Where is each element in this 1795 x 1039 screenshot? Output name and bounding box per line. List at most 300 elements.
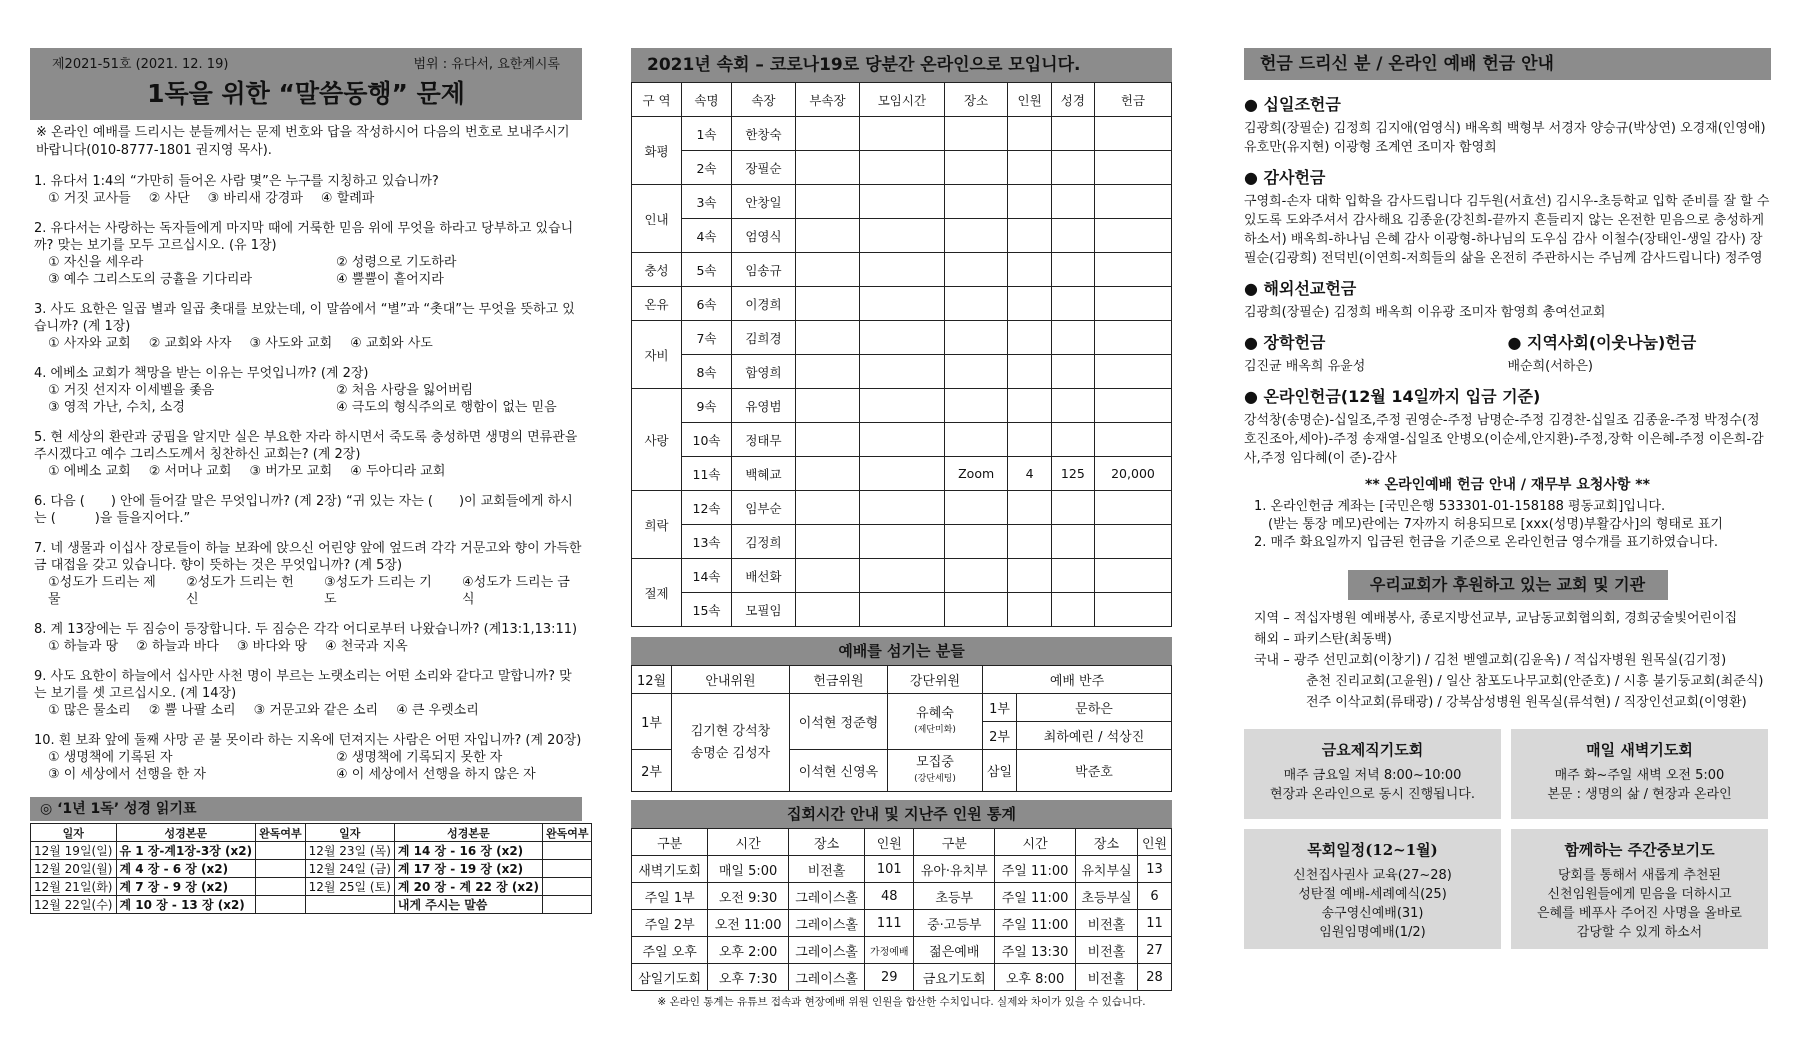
option: ③ 이 세상에서 선행을 한 자 (48, 767, 206, 782)
district-name: 희락 (632, 491, 682, 559)
option: ② 뿔 나팔 소리 (148, 703, 236, 718)
offering: 20,000 (1094, 457, 1171, 491)
group-header: 속명 (682, 83, 732, 117)
stat-cell: 오후 2:00 (708, 937, 789, 964)
group-leader: 배선화 (731, 559, 795, 593)
offering (1094, 593, 1171, 627)
serve-table (631, 665, 1172, 792)
group-number: 8속 (682, 355, 732, 389)
option: ②성도가 드리는 헌신 (186, 575, 294, 607)
group-leader: 임송규 (731, 253, 795, 287)
part-1: 1부 (632, 694, 672, 750)
info-boxes (1244, 729, 1771, 949)
option: ② 사단 (148, 191, 190, 206)
box4-line2: 신천임원들에게 믿음을 더하시고 (1547, 887, 1732, 902)
reading-cell (542, 842, 592, 860)
option: ① 많은 물소리 (48, 703, 131, 718)
meeting-time (859, 287, 944, 321)
stat-header: 구분 (914, 829, 995, 856)
bank-heading: ** 온라인예배 헌금 안내 / 재무부 요청사항 ** (1365, 477, 1650, 493)
bible (1051, 219, 1094, 253)
district-name: 절제 (632, 559, 682, 627)
h-preach: 강단위원 (888, 666, 983, 694)
group-header: 인원 (1008, 83, 1051, 117)
meeting-place (944, 423, 1008, 457)
option: ② 생명책에 기록되지 못한 자 (336, 750, 503, 765)
stat-row (632, 910, 1172, 937)
sub-leader (795, 559, 859, 593)
reading-cell: 계 10 장 - 13 장 (x2) (116, 896, 256, 914)
stat-cell: 삼일기도회 (632, 964, 708, 991)
stat-cell: 중·고등부 (914, 910, 995, 937)
stat-cell: 29 (865, 964, 914, 991)
meeting-time (859, 355, 944, 389)
range-label: 범위 : 유다서, 요한계시록 (413, 57, 560, 72)
group-number: 2속 (682, 151, 732, 185)
question-text: 8. 계 13장에는 두 짐승이 등장합니다. 두 짐승은 각각 어디로부터 나왔습니까? (계13:1,13:11) (34, 622, 578, 637)
preach-2-sub: (강단세팅) (914, 773, 956, 784)
offering-column (1244, 48, 1771, 949)
serve-month: 12월 (632, 666, 672, 694)
sub-leader (795, 389, 859, 423)
question (30, 365, 582, 416)
meeting-place (944, 593, 1008, 627)
stat-cell: 오후 8:00 (995, 964, 1076, 991)
reading-cell (542, 860, 592, 878)
group-number: 4속 (682, 219, 732, 253)
support-list (1244, 608, 1771, 713)
meeting-place (944, 559, 1008, 593)
group-leader: 함영희 (731, 355, 795, 389)
part-2: 2부 (632, 750, 672, 792)
people: 4 (1008, 457, 1051, 491)
support-item: 지역 – 적십자병원 예배봉사, 종로지방선교부, 교남동교회협의회, 경희궁술빛어린이집 (1254, 611, 1738, 626)
box2-line1: 매주 화~주일 새벽 오전 5:00 (1554, 768, 1725, 783)
option: ① 거짓 선지자 이세벨을 좇음 (48, 383, 215, 398)
stat-cell: 가정예배 (865, 937, 914, 964)
sub-leader (795, 117, 859, 151)
stat-cell: 주일 2부 (632, 910, 708, 937)
group-row (632, 389, 1172, 423)
preach-2-name: 모집중 (916, 754, 954, 770)
box3-line4: 임원임명예배(1/2) (1319, 925, 1426, 940)
stat-cell: 28 (1138, 964, 1172, 991)
question-text: 4. 에베소 교회가 책망을 받는 이유는 무엇입니까? (계 2장) (34, 366, 369, 381)
district-name: 자비 (632, 321, 682, 389)
stat-cell: 주일 11:00 (995, 883, 1076, 910)
reading-header: 일자 (31, 824, 117, 842)
bank-line-1: 1. 온라인헌금 계좌는 [국민은행 533301-01-158188 평동교회]입니다. (1254, 499, 1666, 514)
reading-cell: 계 17 장 - 19 장 (x2) (394, 860, 542, 878)
meeting-place (944, 355, 1008, 389)
offering (1094, 321, 1171, 355)
question-options (30, 463, 582, 480)
reading-cell (542, 896, 592, 914)
reading-cell: 12월 19일(일) (31, 842, 117, 860)
stat-cell: 오전 9:30 (708, 883, 789, 910)
stat-header: 시간 (708, 829, 789, 856)
reading-cell: 내게 주시는 말씀 (394, 896, 542, 914)
bible (1051, 355, 1094, 389)
option: ① 거짓 교사들 (48, 191, 131, 206)
stat-cell: 초등부실 (1075, 883, 1137, 910)
bible (1051, 185, 1094, 219)
group-number: 14속 (682, 559, 732, 593)
question-options (30, 382, 582, 416)
stat-note: ※ 온라인 통계는 유튜브 접속과 현장예배 위원 인원을 합산한 수치입니다. 실제와 차이가 있을 수 있습니다. (657, 996, 1146, 1008)
stat-cell: 비전홀 (1075, 964, 1137, 991)
group-header: 모임시간 (859, 83, 944, 117)
option: ③ 바다와 땅 (236, 639, 308, 654)
question (30, 301, 582, 352)
thanks-heading: ● 감사헌금 (1244, 168, 1326, 187)
bible (1051, 525, 1094, 559)
question-text: 1. 유다서 1:4의 “가만히 들어온 사람 몇”은 누구를 지칭하고 있습니까? (34, 174, 439, 189)
option: ④ 큰 우렛소리 (396, 703, 479, 718)
option: ① 자신을 세우라 (48, 255, 144, 270)
option: ④ 이 세상에서 선행을 하지 않은 자 (336, 767, 536, 782)
offering-title: 헌금 드리신 분 / 온라인 예배 헌금 안내 (1244, 48, 1771, 80)
group-leader: 한창숙 (731, 117, 795, 151)
group-leader: 유영범 (731, 389, 795, 423)
group-header: 성경 (1051, 83, 1094, 117)
reading-header: 성경본문 (394, 824, 542, 842)
sub-leader (795, 253, 859, 287)
group-title: 2021년 속회 – 코로나19로 당분간 온라인으로 모입니다. (631, 48, 1172, 82)
meeting-place (944, 491, 1008, 525)
option: ③ 영적 가난, 수치, 소경 (48, 400, 185, 415)
question-options (30, 638, 582, 655)
reading-header: 일자 (305, 824, 394, 842)
meeting-place (944, 185, 1008, 219)
sub-leader (795, 457, 859, 491)
scholar-names: 김진균 배옥희 유윤성 (1244, 359, 1366, 374)
box3-line1: 신천집사권사 교육(27~28) (1293, 868, 1452, 883)
question-text: 6. 다음 ( ) 안에 들어갈 말은 무엇입니까? (계 2장) “귀 있는 자는 ( )이 교회들에게 하시는 ( )을 들을지어다.” (34, 494, 573, 526)
choir-3: 박준호 (1017, 750, 1172, 792)
stat-cell: 6 (1138, 883, 1172, 910)
guide-names: 김기현 강석창 송명순 김성자 (672, 694, 790, 792)
reading-cell: 계 7 장 - 9 장 (x2) (116, 878, 256, 896)
question-options (30, 190, 582, 207)
question-options (30, 574, 582, 608)
option: ② 처음 사랑을 잃어버림 (336, 383, 474, 398)
sub-leader (795, 185, 859, 219)
reading-row (31, 878, 592, 896)
meeting-time (859, 151, 944, 185)
reading-table (30, 823, 592, 914)
group-number: 7속 (682, 321, 732, 355)
reading-cell (256, 896, 306, 914)
meeting-place: Zoom (944, 457, 1008, 491)
people (1008, 559, 1051, 593)
option: ① 생명책에 기록된 자 (48, 750, 173, 765)
question-options (30, 749, 582, 783)
reading-cell: 12월 22일(수) (31, 896, 117, 914)
stat-cell: 초등부 (914, 883, 995, 910)
mission-names: 김광희(장필순) 김정희 배옥희 이유광 조미자 함영희 총여선교회 (1244, 305, 1606, 320)
question-list (30, 173, 582, 783)
bible (1051, 491, 1094, 525)
stat-cell: 유아·유치부 (914, 856, 995, 883)
box2-line2: 본문 : 생명의 삶 / 현장과 온라인 (1547, 787, 1732, 802)
question-text: 9. 사도 요한이 하늘에서 십사만 사천 명이 부르는 노랫소리는 어떤 소리와 같다고 말합니까? 맞는 보기를 셋 고르십시오. (계 14장) (34, 669, 572, 701)
thanks-names: 구영희-손자 대학 입학을 감사드립니다 김두원(서효선) 김시우-초등학교 입학 준비를 잘 할 수 있도록 도와주셔서 감사해요 김종윤(강친희-끝까지 흔들리지 않는 온전한 믿음으로 충성하게 하소서) 배옥희-하나님 은혜 감사 이광형-하나님의 도우심 감사 이철수(장태인-생일 감사) 장필순(김광희) 전덕빈(이연희-저희들의 삶을 온전히 주관하시는 주님께 감사드립니다) 정주영 (1244, 194, 1770, 266)
question-text: 3. 사도 요한은 일곱 별과 일곱 촛대를 보았는데, 이 말씀에서 “별”과 “촛대”는 무엇을 뜻하고 있습니까? (계 1장) (34, 302, 575, 334)
meeting-place (944, 151, 1008, 185)
group-table (631, 82, 1172, 627)
question (30, 732, 582, 783)
question (30, 220, 582, 288)
group-row (632, 185, 1172, 219)
group-number: 12속 (682, 491, 732, 525)
people (1008, 117, 1051, 151)
question (30, 540, 582, 608)
bible (1051, 253, 1094, 287)
offering (1094, 185, 1171, 219)
reading-cell (305, 896, 394, 914)
group-leader: 백혜교 (731, 457, 795, 491)
preach-1-name: 유혜숙 (916, 705, 954, 721)
stat-cell: 오전 11:00 (708, 910, 789, 937)
option: ④ 두아디라 교회 (350, 464, 446, 479)
group-number: 9속 (682, 389, 732, 423)
support-item: 전주 이삭교회(류태광) / 강북삼성병원 원목실(류석현) / 직장인선교회(이영환) (1306, 695, 1747, 710)
sub-leader (795, 593, 859, 627)
group-number: 1속 (682, 117, 732, 151)
option: ② 하늘과 바다 (136, 639, 219, 654)
offering (1094, 355, 1171, 389)
group-row (632, 287, 1172, 321)
sub-leader (795, 423, 859, 457)
group-number: 15속 (682, 593, 732, 627)
stat-cell: 주일 오후 (632, 937, 708, 964)
h-choir: 예배 반주 (983, 666, 1172, 694)
group-number: 6속 (682, 287, 732, 321)
stat-cell: 111 (865, 910, 914, 937)
district-name: 온유 (632, 287, 682, 321)
option: ① 사자와 교회 (48, 336, 131, 351)
local-names: 배순희(서하은) (1507, 359, 1593, 374)
district-name: 충성 (632, 253, 682, 287)
stat-cell: 주일 1부 (632, 883, 708, 910)
quiz-title: 1독을 위한 “말씀동행” 문제 (147, 79, 465, 108)
meeting-time (859, 559, 944, 593)
box1-line2: 현장과 온라인으로 동시 진행됩니다. (1270, 787, 1475, 802)
meeting-place (944, 287, 1008, 321)
district-name: 사랑 (632, 389, 682, 491)
meeting-time (859, 389, 944, 423)
box4-title: 함께하는 주간중보기도 (1564, 841, 1715, 859)
stat-cell: 48 (865, 883, 914, 910)
stat-row (632, 937, 1172, 964)
option: ④ 할례파 (320, 191, 375, 206)
online-names: 강석창(송명순)-십일조,주정 권영순-주정 남명순-주정 김경찬-십일조 김종윤-주정 박정수(정호진조아,세아)-주정 송재열-십일조 안병오(이순세,안지환)-주정,장학 이은혜-주정 이은희-감사,주정 임다혜(이 준)-감사 (1244, 413, 1764, 466)
bible (1051, 117, 1094, 151)
stat-row (632, 883, 1172, 910)
group-column (631, 48, 1172, 1009)
reading-cell: 유 1 장-계1장-3장 (x2) (116, 842, 256, 860)
reading-cell: 계 4 장 - 6 장 (x2) (116, 860, 256, 878)
stat-header: 구분 (632, 829, 708, 856)
group-leader: 안창일 (731, 185, 795, 219)
scholar-heading: ● 장학헌금 (1244, 333, 1326, 352)
option: ④성도가 드리는 금식 (462, 575, 570, 607)
bank-line-1b: (받는 통장 메모)란에는 7자까지 허용되므로 [xxx(성명)부활감사]의 형태로 표기 (1268, 517, 1723, 532)
people (1008, 389, 1051, 423)
district-name: 인내 (632, 185, 682, 253)
group-header: 부속장 (795, 83, 859, 117)
stat-cell: 매일 5:00 (708, 856, 789, 883)
meeting-place (944, 253, 1008, 287)
reading-header: 성경본문 (116, 824, 256, 842)
issue-number: 제2021-51호 (2021. 12. 19) (52, 57, 229, 72)
group-leader: 임부순 (731, 491, 795, 525)
option: ③ 버가모 교회 (249, 464, 333, 479)
meeting-time (859, 219, 944, 253)
offering (1094, 151, 1171, 185)
question (30, 493, 582, 527)
group-leader: 엄영식 (731, 219, 795, 253)
bank-line-2: 2. 매주 화요일까지 입금된 헌금을 기준으로 온라인헌금 영수개를 표기하였습니다. (1254, 535, 1719, 550)
reading-row (31, 896, 592, 914)
option: ① 하늘과 땅 (48, 639, 119, 654)
stat-cell: 그레이스홀 (788, 883, 864, 910)
people (1008, 219, 1051, 253)
group-leader: 김정희 (731, 525, 795, 559)
group-header: 구 역 (632, 83, 682, 117)
sub-leader (795, 321, 859, 355)
reading-cell (542, 878, 592, 896)
meeting-place (944, 321, 1008, 355)
meeting-time (859, 185, 944, 219)
reading-header: 완독여부 (542, 824, 592, 842)
group-row (632, 151, 1172, 185)
question-text: 10. 흰 보좌 앞에 둘째 사망 곧 불 못이라 하는 지옥에 던져지는 사람은 어떤 자입니까? (계 20장) (34, 733, 582, 748)
reading-cell: 12월 21일(화) (31, 878, 117, 896)
question-options (30, 254, 582, 288)
stat-header: 장소 (1075, 829, 1137, 856)
group-header: 속장 (731, 83, 795, 117)
stat-table (631, 828, 1172, 991)
group-row (632, 593, 1172, 627)
option: ④ 교회와 사도 (350, 336, 433, 351)
option: ② 서머나 교회 (148, 464, 232, 479)
option: ③ 사도와 교회 (249, 336, 333, 351)
option: ① 에베소 교회 (48, 464, 131, 479)
sub-leader (795, 287, 859, 321)
h-offer: 헌금위원 (790, 666, 888, 694)
sub-leader (795, 219, 859, 253)
question-text: 2. 유다서는 사랑하는 독자들에게 마지막 때에 거룩한 믿음 위에 무엇을 하라고 당부하고 있습니까? 맞는 보기를 모두 고르십시오. (유 1장) (34, 221, 574, 253)
offering (1094, 559, 1171, 593)
group-row (632, 491, 1172, 525)
stat-cell: 11 (1138, 910, 1172, 937)
box3-line2: 성탄절 예배-세례예식(25) (1298, 887, 1447, 902)
question-options (30, 702, 582, 719)
tithe-names: 김광희(장필순) 김정희 김지애(엄영식) 배옥희 백형부 서경자 양승규(박상연) 오경재(인영애) 유호만(유지현) 이광형 조계연 조미자 함영희 (1244, 121, 1766, 155)
district-name: 화평 (632, 117, 682, 185)
meeting-place (944, 117, 1008, 151)
scholar-local-row (1244, 330, 1771, 376)
group-leader: 이경희 (731, 287, 795, 321)
bible (1051, 287, 1094, 321)
option: ③ 예수 그리스도의 긍휼을 기다리라 (48, 272, 252, 287)
offering (1094, 253, 1171, 287)
people (1008, 593, 1051, 627)
group-number: 11속 (682, 457, 732, 491)
support-item: 국내 – 광주 선민교회(이창기) / 김천 벧엘교회(김윤옥) / 적십자병원 원목실(김기정) (1254, 653, 1727, 668)
group-header: 헌금 (1094, 83, 1171, 117)
stat-row (632, 856, 1172, 883)
group-row (632, 219, 1172, 253)
box4-line4: 감당할 수 있게 하소서 (1576, 925, 1703, 940)
meeting-time (859, 117, 944, 151)
question (30, 173, 582, 207)
stat-header: 장소 (788, 829, 864, 856)
bible (1051, 389, 1094, 423)
box2-title: 매일 새벽기도회 (1586, 741, 1693, 759)
stat-cell: 비전홀 (788, 856, 864, 883)
meeting-time (859, 321, 944, 355)
h-guide: 안내위원 (672, 666, 790, 694)
bible (1051, 593, 1094, 627)
stat-header: 시간 (995, 829, 1076, 856)
sub-leader (795, 491, 859, 525)
option: ③ 거문고와 같은 소리 (253, 703, 379, 718)
people (1008, 253, 1051, 287)
choir-2: 최하예린 / 석상진 (1017, 722, 1172, 750)
tithe-heading: ● 십일조헌금 (1244, 95, 1341, 114)
online-heading: ● 온라인헌금(12월 14일까지 입금 기준) (1244, 387, 1541, 406)
stat-cell: 101 (865, 856, 914, 883)
reading-title: ◎ ‘1년 1독’ 성경 읽기표 (30, 797, 582, 821)
reading-cell: 12월 25일 (토) (305, 878, 394, 896)
box4-line1: 당회를 통해서 새롭게 추천된 (1557, 868, 1722, 883)
stat-header: 인원 (1138, 829, 1172, 856)
group-leader: 정태무 (731, 423, 795, 457)
stat-cell: 27 (1138, 937, 1172, 964)
group-row (632, 457, 1172, 491)
bible (1051, 151, 1094, 185)
people (1008, 287, 1051, 321)
people (1008, 185, 1051, 219)
sub-leader (795, 525, 859, 559)
intercession-box (1511, 829, 1768, 949)
offering (1094, 389, 1171, 423)
offering (1094, 219, 1171, 253)
meeting-place (944, 389, 1008, 423)
preach-1-sub: (제단미화) (914, 724, 956, 735)
stat-row (632, 964, 1172, 991)
stat-cell: 주일 11:00 (995, 910, 1076, 937)
question (30, 668, 582, 719)
meeting-time (859, 491, 944, 525)
box3-title: 목회일정(12~1월) (1307, 841, 1438, 859)
meeting-place (944, 219, 1008, 253)
support-item: 해외 – 파키스탄(최동백) (1254, 632, 1392, 647)
quiz-note: ※ 온라인 예배를 드리시는 분들께서는 문제 번호와 답을 작성하시어 다음의 번호로 보내주시기 바랍니다(010-8777-1801 권지영 목사). (36, 125, 570, 158)
offering (1094, 287, 1171, 321)
question-text: 7. 네 생물과 이십사 장로들이 하늘 보좌에 앉으신 어린양 앞에 엎드려 각각 거문고와 향이 가득한 금 대접을 갖고 있습니다. 향이 뜻하는 것은 무엇입니까? (계 5장) (34, 541, 582, 573)
group-row (632, 117, 1172, 151)
box3-line3: 송구영신예배(31) (1321, 906, 1424, 921)
meeting-time (859, 253, 944, 287)
bank-info (1244, 476, 1771, 552)
people (1008, 525, 1051, 559)
group-leader: 장필순 (731, 151, 795, 185)
stat-header: 인원 (865, 829, 914, 856)
